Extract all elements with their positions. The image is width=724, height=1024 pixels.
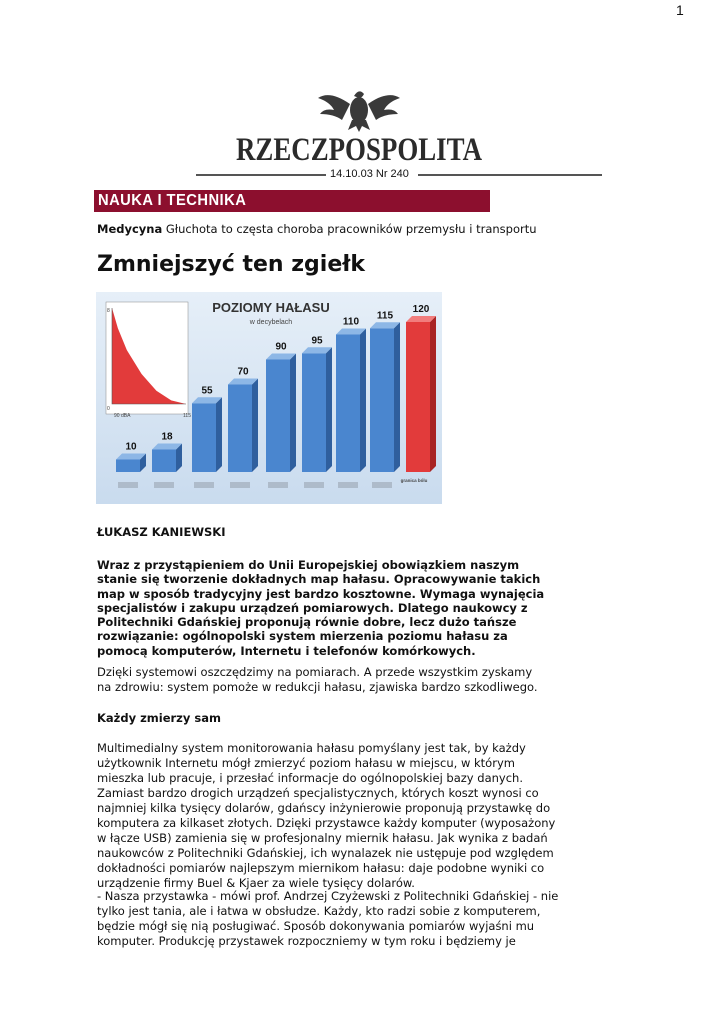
chart-svg bbox=[96, 292, 442, 504]
bar-side bbox=[326, 347, 332, 472]
bar-side bbox=[252, 379, 258, 473]
bar-side bbox=[360, 329, 366, 473]
bar-5 bbox=[302, 335, 332, 488]
bar-front bbox=[370, 328, 394, 472]
bar-front bbox=[266, 360, 290, 473]
section-banner bbox=[94, 190, 490, 212]
noise-source-icon bbox=[268, 482, 288, 488]
article-lead: Wraz z przystąpieniem do Unii Europejskiej obowiązkiem naszym stanie się tworzenie dokładnych map hałasu. Opracowywanie takich map w sposób tradycyjny jest bardzo kosztowne. Wymaga wynajęcia specjalistów i zakupu urządzeń pomiarowych. Dlatego naukowcy z Politechniki Gdańskiej proponują równie dobre, lecz dużo tańsze rozwiązanie: ogólnopolski system mierzenia poziomu hałasu za pomocą komputerów, Internetu i telefonów komórkowych. bbox=[97, 558, 545, 658]
issue-date: 14.10.03 Nr 240 bbox=[326, 168, 413, 180]
noise-source-icon bbox=[304, 482, 324, 488]
bar-front bbox=[406, 322, 430, 472]
bar-value-label: 95 bbox=[311, 335, 323, 347]
paragraph: Multimedialny system monitorowania hałasu pomyślany jest tak, by każdy użytkownik Internetu mógł zmierzyć poziom hałasu w miejscu, w którym mieszka lub pracuje, i przesłać informacje do ogólnopolskiej bazy danych. Zamiast bardzo drogich urządzeń specjalistycznych, których koszt wynosi co najmniej kilka tysięcy dolarów, gdańscy inżynierowie proponują przystawkę do komputera za kilkaset złotych. Dzięki przystawce każdy komputer (wyposażony w łącze USB) zamienia się w profesjonalny miernik hałasu. Jak wynika z badań naukowców z Politechniki Gdańskiej, ich wynalazek nie ustępuje pod względem dokładności pomiarów najlepszym miernikom hałasu: daje podobne wyniki co urządzenie firmy Buel & Kjaer za wiele tysięcy dolarów. bbox=[97, 741, 556, 890]
bar-value-label: 18 bbox=[161, 431, 173, 443]
noise-source-icon bbox=[194, 482, 214, 488]
kicker-category: Medycyna bbox=[97, 222, 163, 236]
noise-source-icon bbox=[372, 482, 392, 488]
masthead-title: RZECZPOSPOLITA bbox=[236, 132, 483, 168]
chart-title: POZIOMY HAŁASU bbox=[212, 300, 330, 315]
bar-value-label: 10 bbox=[125, 441, 137, 453]
bar-side bbox=[394, 322, 400, 472]
inset-y-tick-0: 8 bbox=[107, 308, 110, 314]
eagle-logo-icon bbox=[234, 90, 484, 168]
noise-source-icon bbox=[338, 482, 358, 488]
bar-value-label: 115 bbox=[376, 310, 394, 322]
issue-date-bar bbox=[196, 168, 602, 182]
bar-3 bbox=[228, 367, 258, 489]
noise-source-icon bbox=[118, 482, 138, 488]
bar-side bbox=[216, 397, 222, 472]
paragraph: - Nasza przystawka - mówi prof. Andrzej Czyżewski z Politechniki Gdańskiej - nie tylko jest tania, ale i łatwa w obsłudze. Każdy, kto radzi sobie z komputerem, będzie mógł się nią posługiwać. Sposób dokonywania pomiarów wyjaśni mu komputer. Produkcję przystawek rozpoczniemy w tym roku i będziemy je bbox=[97, 889, 559, 948]
newspaper-masthead bbox=[234, 90, 484, 168]
byline: ŁUKASZ KANIEWSKI bbox=[97, 525, 226, 539]
bar-front bbox=[152, 450, 176, 473]
bar-4 bbox=[266, 342, 296, 489]
bar-side bbox=[290, 354, 296, 473]
bar-front bbox=[116, 460, 140, 473]
bar-front bbox=[228, 385, 252, 473]
chart-subtitle: w decybelach bbox=[249, 319, 293, 326]
bar-8 bbox=[406, 304, 436, 472]
noise-source-icon bbox=[154, 482, 174, 488]
category-label-granica-bolu: granica bólu bbox=[400, 478, 428, 483]
bar-front bbox=[336, 335, 360, 473]
bar-7 bbox=[370, 310, 400, 488]
kicker-text: Głuchota to częsta choroba pracowników przemysłu i transportu bbox=[162, 222, 537, 236]
noise-source-icon bbox=[230, 482, 250, 488]
inset-x-tick-0: 90 dBA bbox=[114, 413, 131, 419]
noise-levels-chart bbox=[96, 292, 442, 504]
bar-value-label: 90 bbox=[275, 341, 287, 353]
divider bbox=[418, 174, 602, 176]
bar-side bbox=[430, 316, 436, 472]
paragraph: Dzięki systemowi oszczędzimy na pomiarach. A przede wszystkim zyskamy na zdrowiu: system pomoże w redukcji hałasu, zjawiska bardzo szkodliwego. bbox=[97, 665, 538, 694]
divider bbox=[196, 174, 326, 176]
bar-front bbox=[302, 353, 326, 472]
inset-y-tick-1: 0 bbox=[107, 406, 110, 412]
kicker bbox=[97, 222, 537, 236]
inset-chart bbox=[106, 302, 191, 419]
bar-value-label: 110 bbox=[342, 316, 360, 328]
section-label: NAUKA I TECHNIKA bbox=[98, 192, 247, 209]
article-headline: Zmniejszyć ten zgiełk bbox=[97, 252, 366, 277]
bar-6 bbox=[336, 317, 366, 489]
bar-front bbox=[192, 403, 216, 472]
bar-value-label: 120 bbox=[412, 304, 430, 315]
bar-value-label: 70 bbox=[237, 366, 249, 378]
page-number: 1 bbox=[676, 2, 684, 18]
bar-value-label: 55 bbox=[201, 385, 213, 397]
inset-x-tick-1: 115 bbox=[183, 413, 191, 419]
subheading: Każdy zmierzy sam bbox=[97, 711, 221, 725]
